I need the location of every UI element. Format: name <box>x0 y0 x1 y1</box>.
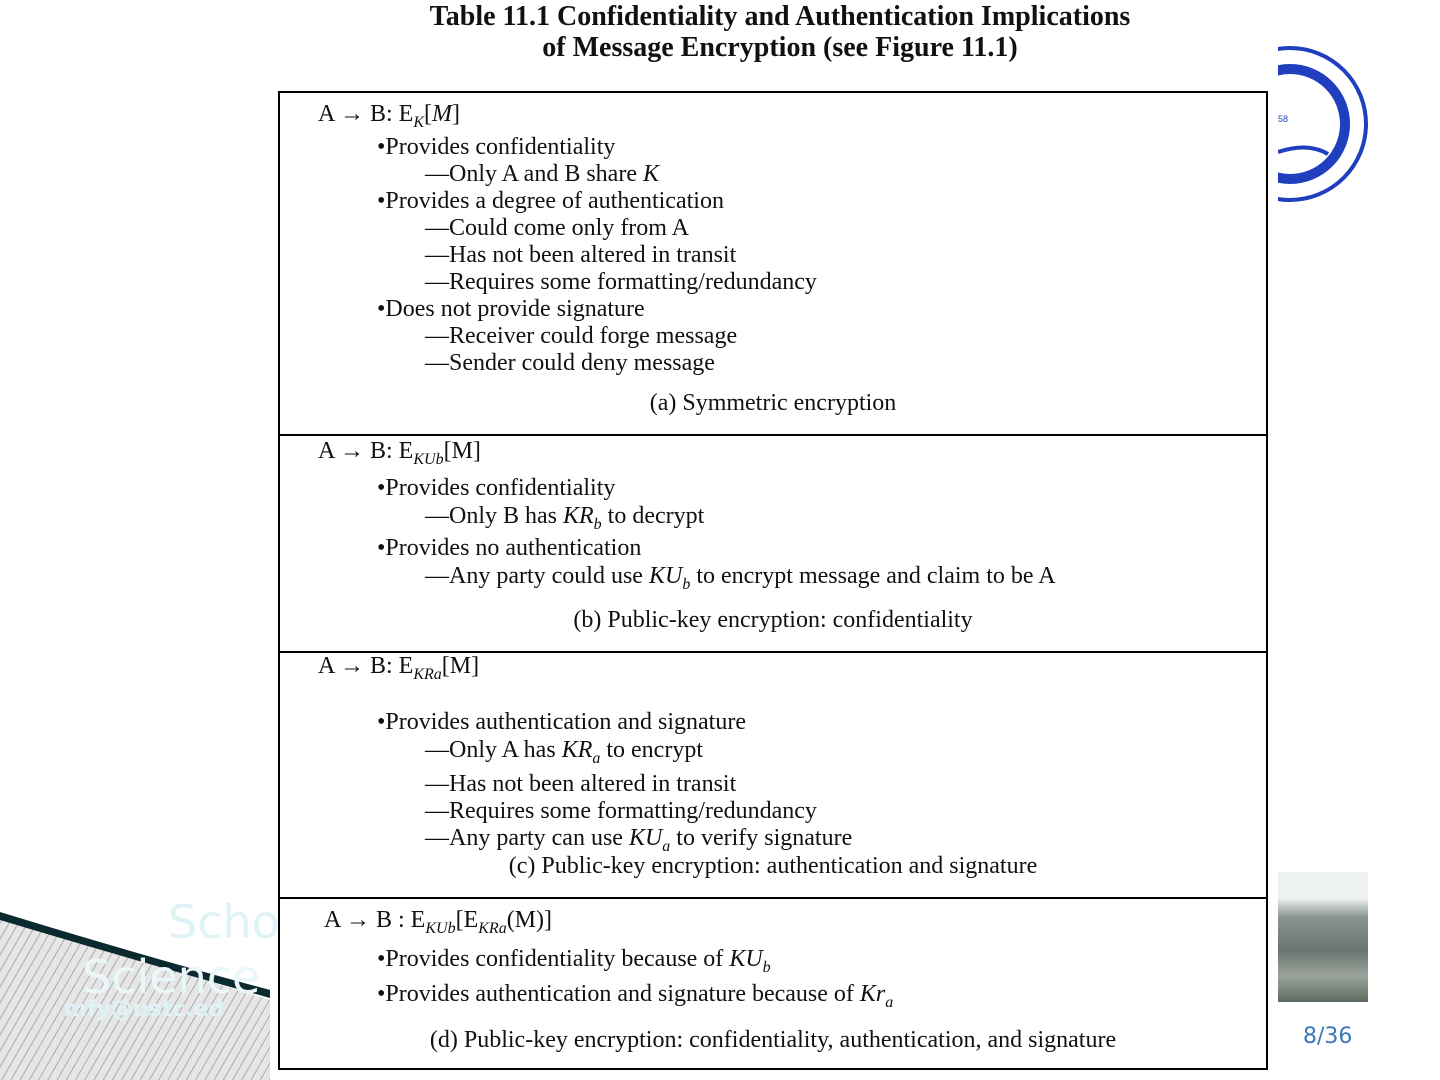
text-segment: •Provides no authentication <box>377 535 642 561</box>
text-segment: •Provides authentication and signature <box>377 709 746 735</box>
text-segment: ] <box>452 101 461 127</box>
sub-item <box>425 737 703 767</box>
text-segment: a <box>433 666 442 683</box>
text-segment: to encrypt message and claim to be A <box>690 563 1056 589</box>
text-segment: —Requires some formatting/redundancy <box>425 798 817 824</box>
text-segment: a <box>498 920 507 937</box>
sub-item <box>425 825 853 855</box>
sub-item <box>425 269 817 295</box>
text-segment: •Provides confidentiality <box>377 475 616 501</box>
text-segment: —Could come only from A <box>425 215 689 241</box>
title-line-1: Table 11.1 Confidentiality and Authentication Implications <box>429 1 1131 32</box>
text-segment: KU <box>413 451 436 468</box>
text-segment: b <box>435 451 444 468</box>
text-segment: a <box>885 994 894 1011</box>
text-segment: b <box>447 920 456 937</box>
bullet-item <box>377 981 894 1011</box>
text-segment: b <box>593 516 602 533</box>
table-section-pubkey-authentication <box>280 651 1266 899</box>
text-segment: b <box>682 576 691 593</box>
text-segment: [E <box>455 907 479 933</box>
text-segment: A → B: E <box>318 438 414 464</box>
section-caption: (a) Symmetric encryption <box>649 390 897 416</box>
text-segment: —Sender could deny message <box>425 350 715 376</box>
text-segment: •Does not provide signature <box>377 296 645 322</box>
text-segment: —Requires some formatting/redundancy <box>425 269 817 295</box>
sub-item <box>425 798 817 824</box>
sub-item <box>425 215 689 241</box>
bullet-item <box>377 535 641 561</box>
bullet-item <box>377 188 724 214</box>
text-segment: —Only A and B share <box>425 161 643 187</box>
bullet-item <box>377 475 615 501</box>
section-caption: (c) Public-key encryption: authentication and signature <box>508 853 1038 879</box>
text-segment: KU <box>729 946 763 972</box>
sub-item <box>425 242 736 268</box>
sub-item <box>425 323 737 349</box>
section-caption: (b) Public-key encryption: confidentiality <box>573 607 973 633</box>
table-section-pubkey-confidentiality <box>280 434 1266 653</box>
text-segment: —Receiver could forge message <box>425 323 738 349</box>
text-segment: K <box>642 161 659 187</box>
table-title <box>280 1 1280 63</box>
text-segment: M <box>432 101 453 127</box>
section-formula <box>318 438 481 468</box>
watermark-line3: mfy@ustc.ed <box>64 997 225 1022</box>
watermark-line2: Science <box>82 950 261 1004</box>
bullet-item <box>377 946 771 976</box>
text-segment: KR <box>561 737 593 763</box>
text-segment: —Has not been altered in transit <box>425 242 737 268</box>
table-section-symmetric <box>280 93 1266 436</box>
text-segment: to decrypt <box>601 503 705 529</box>
table-section-pubkey-both <box>280 897 1266 1068</box>
text-segment: •Provides authentication and signature because of <box>377 981 860 1007</box>
text-segment: —Only B has <box>425 503 563 529</box>
text-segment: a <box>662 838 671 855</box>
section-formula <box>318 653 480 683</box>
text-segment: KU <box>425 920 448 937</box>
sub-item <box>425 503 705 533</box>
text-segment: —Any party can use <box>425 825 629 851</box>
text-segment: —Has not been altered in transit <box>425 771 737 797</box>
encryption-implications-table <box>278 91 1268 1070</box>
bullet-item <box>377 709 746 735</box>
text-segment: a <box>592 750 601 767</box>
title-line-2: of Message Encryption (see Figure 11.1) <box>542 32 1018 63</box>
text-segment: b <box>762 959 771 976</box>
svg-text:58: 58 <box>1278 114 1289 124</box>
text-segment: (M)] <box>506 907 553 933</box>
text-segment: —Any party could use <box>425 563 649 589</box>
text-segment: A → B : E <box>324 907 426 933</box>
text-segment: —Only A has <box>425 737 562 763</box>
text-segment: [M] <box>441 653 480 679</box>
text-segment: •Provides confidentiality <box>377 134 616 160</box>
text-segment: KU <box>628 825 663 851</box>
text-segment: to encrypt <box>600 737 703 763</box>
text-segment: KU <box>648 563 683 589</box>
text-segment: A → B: E <box>318 653 414 679</box>
text-segment: Kr <box>859 981 886 1007</box>
section-formula <box>318 101 461 131</box>
text-segment: A → B: E <box>318 101 414 127</box>
text-segment: •Provides confidentiality because of <box>377 946 730 972</box>
text-segment: [ <box>424 101 433 127</box>
sub-item <box>425 350 715 376</box>
text-segment: KR <box>413 666 434 683</box>
campus-photo <box>1278 872 1368 1002</box>
section-formula <box>324 907 553 937</box>
page-number: 8/36 <box>1303 1024 1353 1049</box>
bullet-item <box>377 296 645 322</box>
text-segment: to verify signature <box>670 825 853 851</box>
sub-item <box>425 161 659 187</box>
section-caption: (d) Public-key encryption: confidentiality, authentication, and signature <box>429 1027 1117 1053</box>
bullet-item <box>377 134 615 160</box>
sub-item <box>425 563 1056 593</box>
text-segment: •Provides a degree of authentication <box>377 188 724 214</box>
text-segment: K <box>413 114 425 131</box>
text-segment: KR <box>563 503 594 529</box>
sub-item <box>425 771 736 797</box>
watermark-line1: Scho <box>168 895 280 949</box>
university-seal-logo <box>1278 42 1370 204</box>
text-segment: KR <box>478 920 499 937</box>
text-segment: [M] <box>443 438 481 464</box>
